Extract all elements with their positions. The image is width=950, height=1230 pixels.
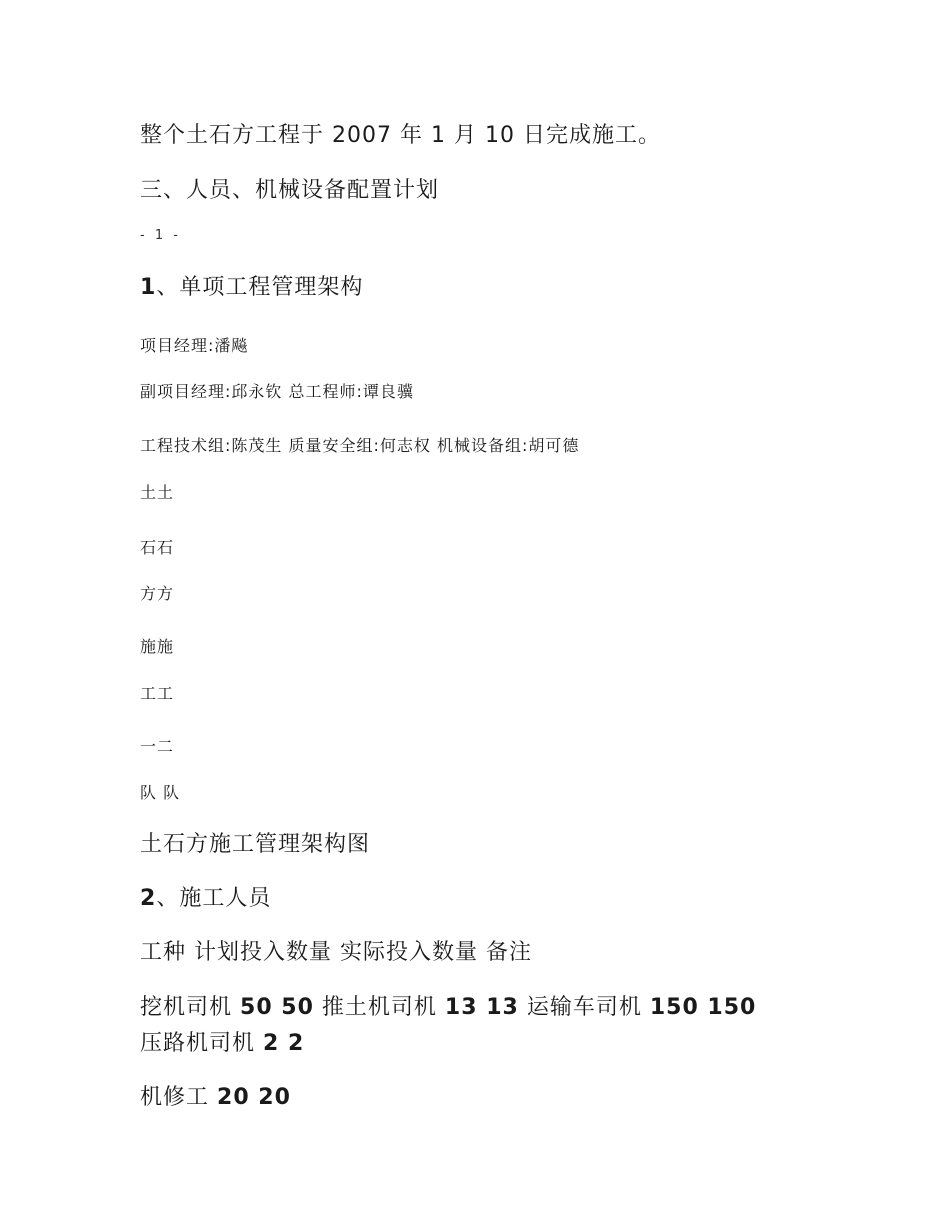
completion-sentence: 整个土石方工程于 2007 年 1 月 10 日完成施工。 xyxy=(140,123,661,148)
table-row xyxy=(140,1026,304,1057)
job-excavator-driver: 挖机司机 xyxy=(140,995,233,1020)
job-truck-driver: 运输车司机 xyxy=(526,995,642,1020)
table-header: 工种 计划投入数量 实际投入数量 备注 xyxy=(140,940,532,965)
job-bulldozer-driver: 推土机司机 xyxy=(321,995,437,1020)
qty-truck-driver: 150 150 xyxy=(649,995,757,1020)
section-heading-3: 三、人员、机械设备配置计划 xyxy=(140,178,440,203)
org-chart-column-7: 队 队 xyxy=(140,783,181,802)
qty-mechanic: 20 20 xyxy=(217,1085,291,1110)
job-roller-driver: 压路机司机 xyxy=(140,1031,256,1056)
project-manager: 项目经理:潘飚 xyxy=(140,336,249,355)
qty-excavator-driver: 50 50 xyxy=(240,995,314,1020)
org-chart-column-4: 施施 xyxy=(140,637,175,656)
org-chart-column-3: 方方 xyxy=(140,584,175,603)
subheading-2-text: 、施工人员 xyxy=(156,886,272,911)
org-chart-column-6: 一二 xyxy=(140,737,175,756)
org-chart-column-5: 工工 xyxy=(140,684,175,703)
deputy-and-chief-engineer: 副项目经理:邱永钦 总工程师:谭良骥 xyxy=(140,382,414,401)
subheading-1-text: 、单项工程管理架构 xyxy=(156,275,364,300)
subheading-2-number: 2 xyxy=(140,886,157,911)
qty-bulldozer-driver: 13 13 xyxy=(444,995,519,1020)
qty-roller-driver: 2 2 xyxy=(263,1031,305,1056)
table-row xyxy=(140,990,756,1021)
job-mechanic: 机修工 xyxy=(140,1085,210,1110)
subheading-2 xyxy=(140,881,271,912)
org-chart-column-1: 土土 xyxy=(140,483,175,502)
subheading-1 xyxy=(140,270,363,301)
diagram-caption: 土石方施工管理架构图 xyxy=(140,832,371,857)
subheading-1-number: 1 xyxy=(140,275,157,300)
table-row xyxy=(140,1080,291,1111)
org-chart-column-2: 石石 xyxy=(140,538,175,557)
group-leaders: 工程技术组:陈茂生 质量安全组:何志权 机械设备组:胡可德 xyxy=(140,436,580,455)
page-number: - 1 - xyxy=(140,228,181,243)
